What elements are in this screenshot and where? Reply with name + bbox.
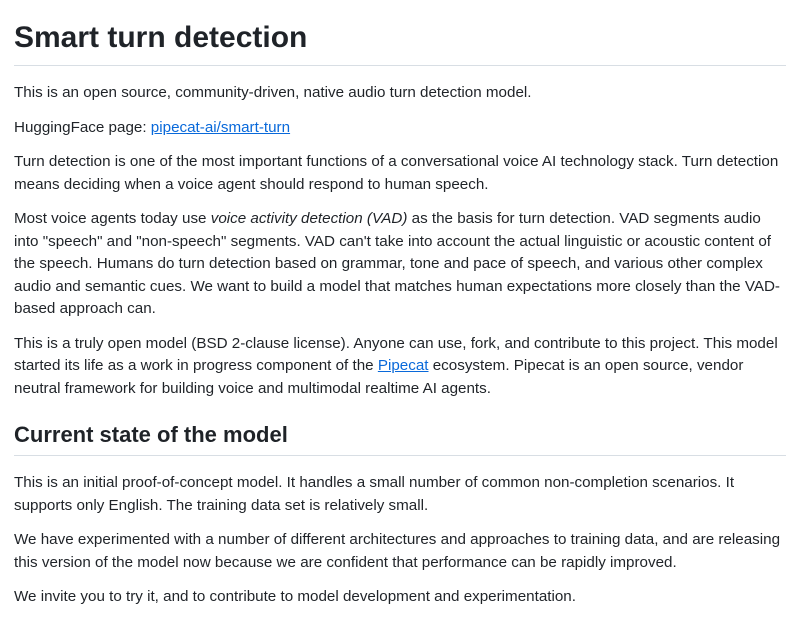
experiment-paragraph: We have experimented with a number of different architectures and approaches to training data, and are releasing this version of the model now because we are confident that performance can be rapidly improved. xyxy=(14,531,781,571)
huggingface-paragraph xyxy=(14,117,786,140)
vad-emphasis: voice activity detection (VAD) xyxy=(210,210,408,227)
pipecat-link[interactable]: Pipecat xyxy=(377,357,429,374)
vad-text-after: as the basis for turn detection. VAD segments audio into "speech" and "non-speech" segments. VAD can't take into account the actual linguistic or acoustic content of the speech. Humans do turn detection based on grammar, tone and pace of speech, and various other complex audio and semantic cues. We want to build a model that matches human expectations more closely than the VAD-based approach can. xyxy=(14,210,780,317)
state-paragraph: This is an initial proof-of-concept model. It handles a small number of common non-completion scenarios. It supports only English. The training data set is relatively small. xyxy=(14,474,735,514)
open-model-text-after: ecosystem. Pipecat is an open source, vendor neutral framework for building voice and multimodal realtime AI agents. xyxy=(14,357,744,397)
open-model-text-before: This is a truly open model (BSD 2-clause license). Anyone can use, fork, and contribute to this project. This model started its life as a work in progress component of the xyxy=(14,334,778,374)
page-title: Smart turn detection xyxy=(14,18,786,66)
open-model-paragraph xyxy=(14,333,786,401)
turn-detection-paragraph: Turn detection is one of the most important functions of a conversational voice AI technology stack. Turn detection means deciding when a voice agent should respond to human speech. xyxy=(14,153,779,193)
vad-paragraph xyxy=(14,208,786,321)
intro-paragraph: This is an open source, community-driven, native audio turn detection model. xyxy=(14,84,532,101)
huggingface-link[interactable]: pipecat-ai/smart-turn xyxy=(150,118,291,136)
section-heading-current-state: Current state of the model xyxy=(14,420,786,456)
huggingface-label: HuggingFace page: xyxy=(14,118,151,136)
vad-text-before: Most voice agents today use xyxy=(14,210,211,227)
invite-paragraph: We invite you to try it, and to contribute to model development and experimentation. xyxy=(14,588,576,605)
